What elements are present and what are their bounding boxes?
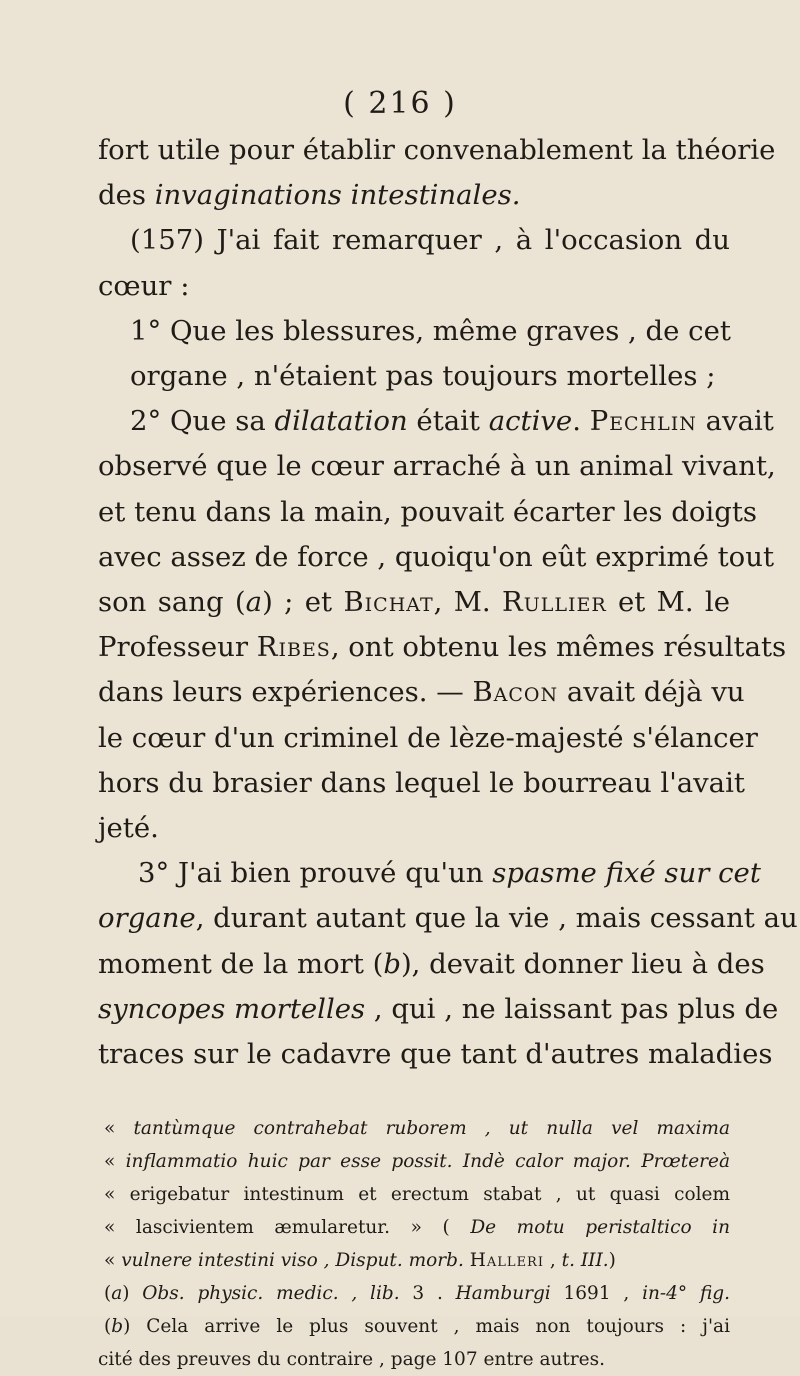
text-line xyxy=(98,399,774,444)
text-run: t. III. xyxy=(561,1250,609,1271)
text-run: cœur : xyxy=(98,269,190,302)
footnote-line xyxy=(98,1277,730,1310)
text-run: Halleri xyxy=(469,1250,544,1271)
text-line xyxy=(98,354,730,399)
text-run: ) xyxy=(122,1283,143,1304)
text-run: 2° Que sa xyxy=(130,405,275,438)
text-run: « erigebatur intestinum et erectum stabat , ut quasi colem xyxy=(104,1184,730,1205)
text-run: organe xyxy=(98,902,196,935)
text-run: ) ; et xyxy=(262,586,344,619)
text-run: organe , n'étaient pas toujours mortelles ; xyxy=(130,360,716,393)
text-line xyxy=(98,535,774,580)
text-run: fort utile pour établir convenablement la théorie xyxy=(98,134,776,166)
text-run: (157) J'ai fait remarquer , à l'occasion du xyxy=(130,224,730,257)
text-run: invaginations intestinales. xyxy=(154,179,521,212)
text-run: Hamburgi xyxy=(455,1283,551,1304)
text-run: spasme fixé sur cet xyxy=(492,857,761,890)
text-run: dilatation xyxy=(274,405,408,438)
text-line xyxy=(98,173,730,218)
text-run: 1691 , xyxy=(550,1283,643,1304)
text-run: des xyxy=(98,179,155,212)
text-line xyxy=(98,1032,773,1077)
footnote-line xyxy=(98,1145,730,1178)
text-line xyxy=(98,490,757,535)
text-run: b xyxy=(111,1316,124,1337)
text-line xyxy=(98,218,730,263)
footnote-line xyxy=(98,1178,730,1211)
text-run: in-4° fig. xyxy=(642,1283,731,1304)
footnote-line xyxy=(98,1343,730,1376)
text-run: avait xyxy=(696,405,774,438)
text-line xyxy=(98,264,730,309)
text-run: cité des preuves du contraire , page 107 entre autres. xyxy=(98,1349,605,1370)
footnotes xyxy=(98,1112,730,1376)
text-run: « lascivientem æmularetur. » ( xyxy=(104,1217,471,1238)
text-run: , M. xyxy=(433,586,502,619)
text-run: 1° Que les blessures, même graves , de cet xyxy=(130,314,731,347)
text-run: et tenu dans la main, pouvait écarter les doigts xyxy=(98,495,757,528)
text-run: , durant autant que la vie , mais cessant au xyxy=(195,902,798,935)
text-run: était xyxy=(407,405,489,438)
text-run: Bichat xyxy=(343,586,434,619)
text-run: traces sur le cadavre que tant d'autres maladies xyxy=(98,1038,773,1071)
text-line xyxy=(98,580,730,625)
text-run: ( xyxy=(104,1283,112,1304)
text-run: a xyxy=(111,1283,123,1304)
text-run: De motu peristaltico in xyxy=(470,1217,730,1238)
text-run: a xyxy=(245,586,263,619)
text-run: Professeur xyxy=(98,631,257,664)
text-run: dans leurs expériences. — xyxy=(98,676,473,709)
text-run: « xyxy=(104,1151,126,1172)
text-line xyxy=(98,128,776,173)
text-line xyxy=(98,444,776,489)
text-line xyxy=(98,851,761,896)
text-run: . xyxy=(572,405,590,438)
text-run: « xyxy=(104,1250,122,1271)
text-run: tantùmque contrahebat ruborem , ut nulla vel maxima xyxy=(133,1118,730,1139)
text-run: Rullier xyxy=(502,586,607,619)
footnote-line xyxy=(98,1244,730,1277)
text-line xyxy=(98,806,730,851)
text-run: et M. le xyxy=(606,586,731,619)
text-run: Pechlin xyxy=(589,405,697,438)
footnote-line xyxy=(98,1211,730,1244)
text-run: Obs. physic. medic. , lib. xyxy=(142,1283,400,1304)
text-run: avait déjà vu xyxy=(558,676,745,709)
page-number: ( 216 ) xyxy=(343,86,457,121)
text-run: Ribes xyxy=(256,631,331,664)
text-line xyxy=(98,987,779,1032)
text-run: ) xyxy=(608,1250,616,1271)
text-line xyxy=(98,716,758,761)
text-run: 3 . xyxy=(399,1283,456,1304)
text-run: syncopes mortelles xyxy=(98,992,366,1025)
text-run: b xyxy=(383,947,401,980)
text-line xyxy=(98,942,765,987)
text-run: son sang ( xyxy=(98,586,246,619)
text-run: « xyxy=(104,1118,134,1139)
text-line xyxy=(98,625,787,670)
text-run: ( xyxy=(104,1316,112,1337)
text-run: hors du brasier dans lequel le bourreau l'avait xyxy=(98,766,745,799)
text-run: , qui , ne laissant pas plus de xyxy=(365,992,779,1025)
text-run: inflammatio huic par esse possit. Indè calor major. Prœtereà xyxy=(125,1151,730,1172)
text-run: moment de la mort ( xyxy=(98,947,384,980)
text-run: ), devait donner lieu à des xyxy=(400,947,765,980)
text-run: active xyxy=(488,405,573,438)
footnote-line xyxy=(98,1112,730,1145)
text-run: observé que le cœur arraché à un animal vivant, xyxy=(98,450,776,483)
text-run: 3° J'ai bien prouvé qu'un xyxy=(138,857,493,890)
text-run: , ont obtenu les mêmes résultats xyxy=(330,631,787,664)
text-line xyxy=(98,309,730,354)
text-run: jeté. xyxy=(98,812,159,845)
text-line xyxy=(98,761,745,806)
text-run: le cœur d'un criminel de lèze-majesté s'élancer xyxy=(98,721,758,754)
text-run: , xyxy=(543,1250,562,1271)
text-line xyxy=(98,670,745,715)
footnote-line xyxy=(98,1310,730,1343)
text-line xyxy=(98,896,798,941)
text-run: ) Cela arrive le plus souvent , mais non toujours : j'ai xyxy=(123,1316,730,1337)
body-text xyxy=(98,128,798,1077)
text-run: Bacon xyxy=(472,676,559,709)
text-run: vulnere intestini viso , Disput. morb. xyxy=(121,1250,464,1271)
text-run: avec assez de force , quoiqu'on eût exprimé tout xyxy=(98,540,774,573)
